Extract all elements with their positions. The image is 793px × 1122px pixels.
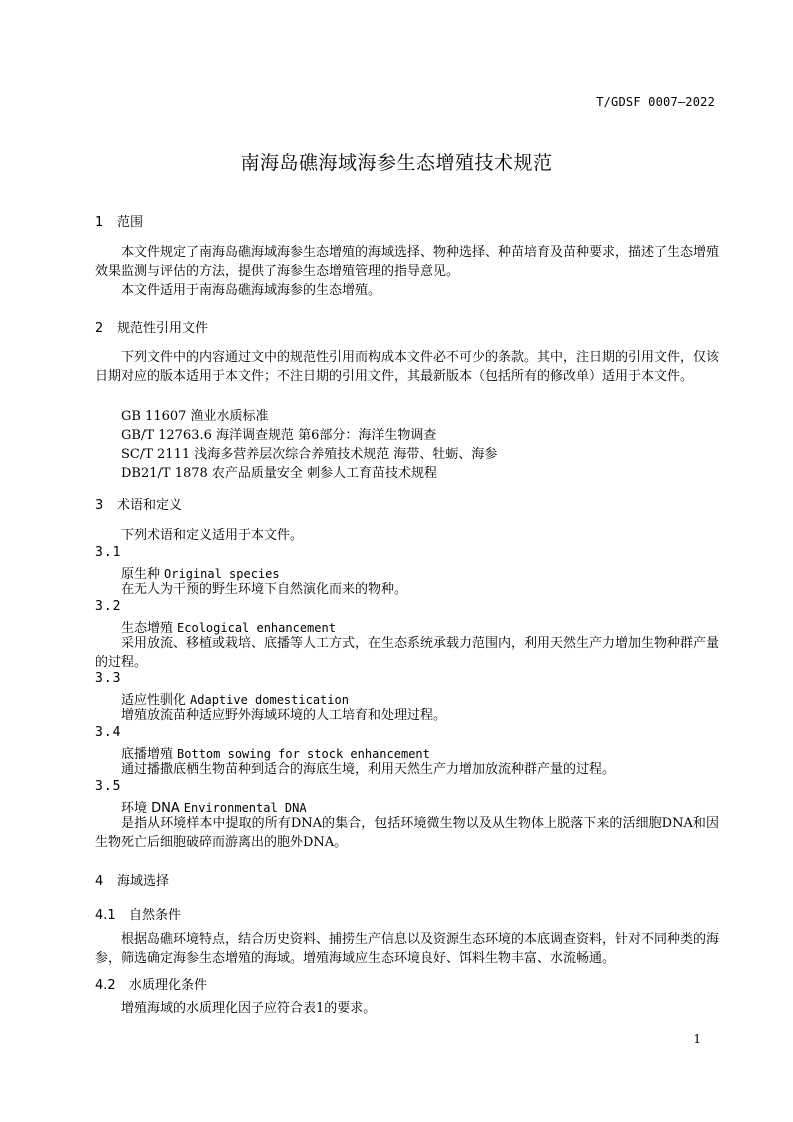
section-title: 范围 [117,215,144,230]
page-title: 南海岛礁海域海参生态增殖技术规范 [240,152,553,174]
term-definition: 采用放流、移植或栽培、底播等人工方式，在生态系统承载力范围内，利用天然生产力增加生物种群产量的过程。 [95,636,720,670]
reference-item: GB 11607 渔业水质标准 [121,409,269,424]
term-definition: 是指从环境样本中提取的所有DNA的集合，包括环境微生物以及从生物体上脱落下来的活细胞DNA和因生物死亡后细胞破碎而游离出的胞外DNA。 [95,816,719,850]
term-definition: 在无人为干预的野生环境下自然演化而来的物种。 [121,582,408,597]
term-en: Original species [164,567,280,581]
term-number: 3.5 [95,779,122,794]
doc-code: T/GDSF 0007—2022 [596,95,715,109]
term-en: Adaptive domestication [190,693,349,707]
section-number: 2 [95,321,104,336]
term-en: Bottom sowing for stock enhancement [177,747,430,761]
section-heading-3 [95,494,182,513]
term-number: 3.1 [95,545,122,560]
term-zh: 底播增殖 [121,747,174,762]
term-definition: 增殖放流苗种适应野外海域环境的人工培育和处理过程。 [121,708,447,723]
subsection-number: 4.2 [95,978,116,993]
term-number: 3.3 [95,671,122,686]
term-zh: 适应性驯化 [121,693,187,708]
section-heading-1 [95,211,143,230]
paragraph: 本文件规定了南海岛礁海域海参生态增殖的海域选择、物种选择、种苗培育及苗种要求，描述了生态增殖效果监测与评估的方法，提供了海参生态增殖管理的指导意见。 [95,245,720,279]
section-heading-4 [95,870,169,889]
subsection-number: 4.1 [95,908,116,923]
subsection-title: 水质理化条件 [129,978,208,993]
term-zh: 生态增殖 [121,621,174,636]
term-number: 3.2 [95,599,122,614]
term-en: Ecological enhancement [177,621,336,635]
term-en: Environmental DNA [183,801,307,815]
term-zh: 原生种 [121,567,161,582]
section-heading-2 [95,317,208,336]
section-number: 1 [95,215,104,230]
page-number: 1 [693,1032,701,1046]
section-title: 海域选择 [117,874,170,889]
paragraph: 根据岛礁环境特点，结合历史资料、捕捞生产信息以及资源生态环境的本底调查资料，针对不同种类的海参，筛选确定海参生态增殖的海域。增殖海域应生态环境良好、饵料生物丰富、水流畅通。 [95,932,720,966]
paragraph: 下列文件中的内容通过文中的规范性引用而构成本文件必不可少的条款。其中，注日期的引用文件，仅该日期对应的版本适用于本文件；不注日期的引用文件，其最新版本（包括所有的修改单）适用于本文件。 [95,350,720,384]
subsection-heading-4-1 [95,904,181,923]
section-title: 规范性引用文件 [117,321,209,336]
section-title: 术语和定义 [117,498,183,513]
paragraph: 增殖海域的水质理化因子应符合表1的要求。 [121,1001,377,1016]
reference-item: SC/T 2111 浅海多营养层次综合养殖技术规范 海带、牡蛎、海参 [121,447,498,462]
subsection-title: 自然条件 [129,908,182,923]
reference-item: GB/T 12763.6 海洋调查规范 第6部分：海洋生物调查 [121,428,437,443]
term-definition: 通过播撒底栖生物苗种到适合的海底生境，利用天然生产力增加放流种群产量的过程。 [121,762,616,777]
reference-item: DB21/T 1878 农产品质量安全 刺参人工育苗技术规程 [121,466,438,481]
term-number: 3.4 [95,725,122,740]
section-number: 4 [95,874,104,889]
subsection-heading-4-2 [95,974,207,993]
section-number: 3 [95,498,104,513]
paragraph: 本文件适用于南海岛礁海域海参的生态增殖。 [121,283,382,298]
paragraph: 下列术语和定义适用于本文件。 [121,528,304,543]
term-zh: 环境 DNA [121,801,180,816]
